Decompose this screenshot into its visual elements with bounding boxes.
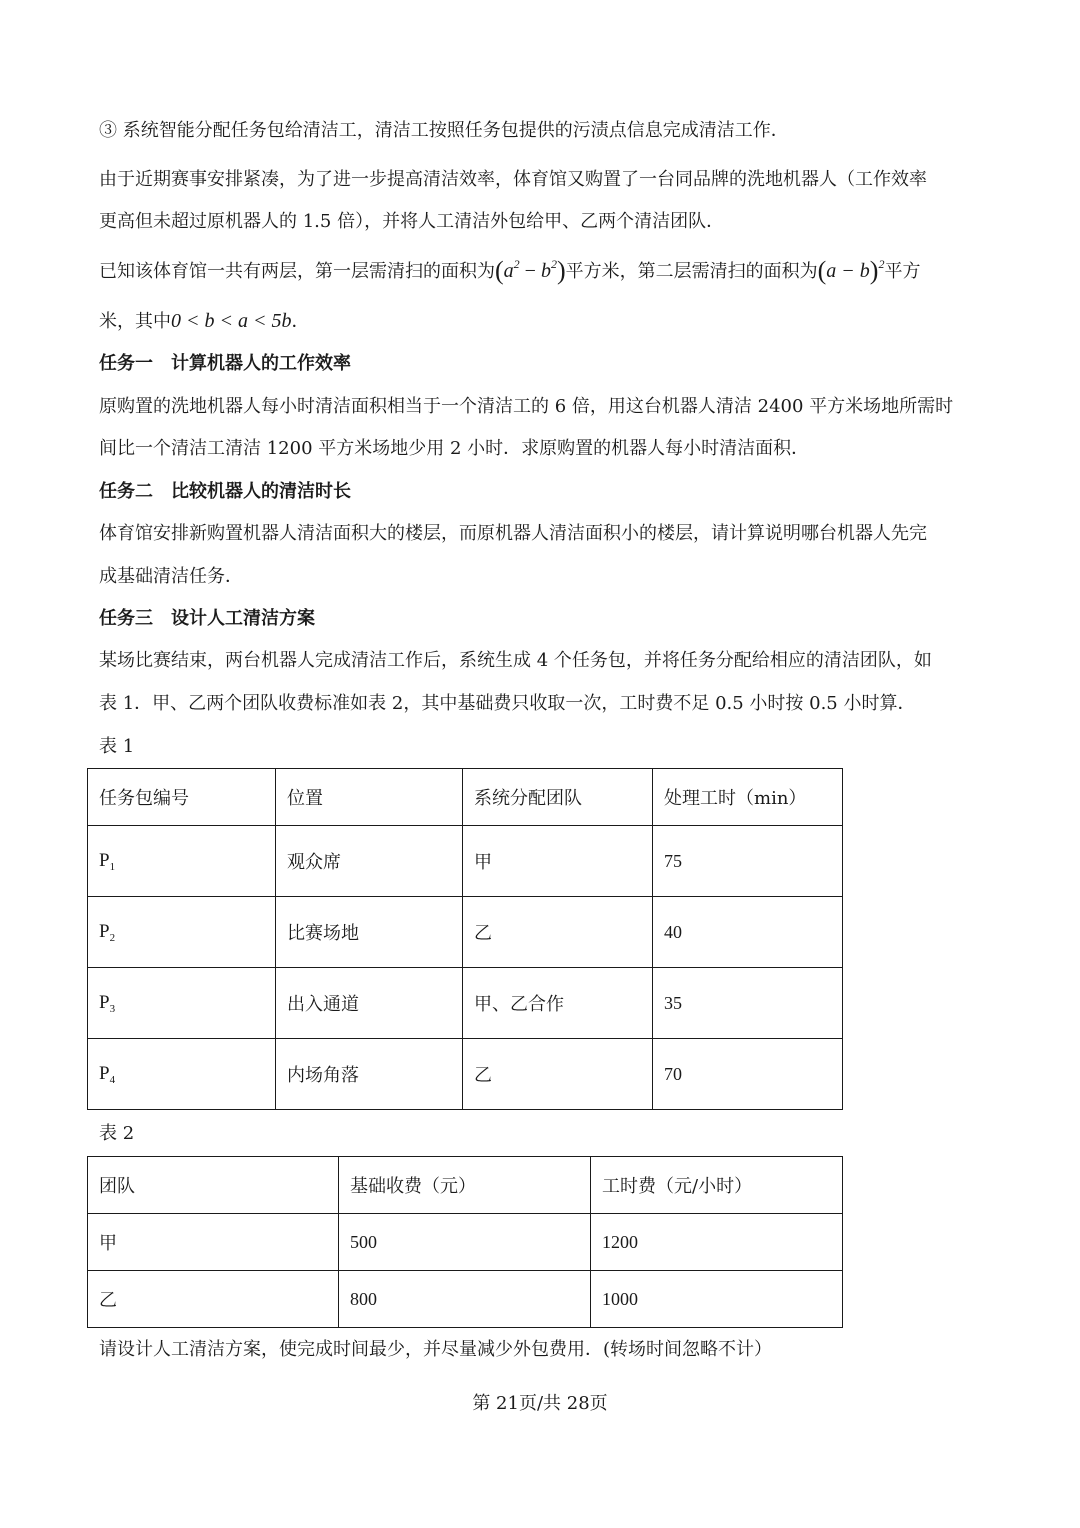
- table-cell-location: 观众席: [276, 826, 463, 897]
- package-letter: P: [99, 850, 110, 871]
- table-row: [88, 1214, 843, 1271]
- package-subscript: 4: [109, 1074, 116, 1086]
- math-area-floor1: $(a^2 - b^2)$: [495, 256, 566, 285]
- table-header-cell: 系统分配团队: [463, 769, 653, 826]
- table-cell-team: 甲: [463, 826, 653, 897]
- task1-text-line1: 原购置的洗地机器人每小时清洁面积相当于一个清洁工的 6 倍，用这台机器人清洁 2400 平方米场地所需时: [99, 396, 954, 417]
- table-header-cell: 基础收费（元）: [339, 1157, 591, 1214]
- paragraph-floor-areas-line2: [99, 309, 310, 334]
- table-cell-package-id: [88, 968, 276, 1039]
- table-header-cell: 团队: [88, 1157, 339, 1214]
- package-subscript: 3: [109, 1003, 116, 1015]
- paragraph-step-3: ③ 系统智能分配任务包给清洁工，清洁工按照任务包提供的污渍点信息完成清洁工作．: [99, 120, 789, 141]
- math-var-b: b: [540, 260, 551, 282]
- table-cell-hourly-fee: 1000: [591, 1271, 843, 1328]
- math-operator: −: [519, 260, 541, 282]
- task-package-table: [87, 768, 843, 1110]
- math-exponent: 2: [513, 257, 520, 271]
- table-cell-location: 内场角落: [276, 1039, 463, 1110]
- package-letter: P: [99, 992, 110, 1013]
- table-cell-team: 乙: [88, 1271, 339, 1328]
- task3-text-line1: 某场比赛结束，两台机器人完成清洁工作后，系统生成 4 个任务包，并将任务分配给相应的清洁团队，如: [99, 650, 932, 671]
- table-cell-minutes: 75: [653, 826, 843, 897]
- paragraph-robot-purchase-line1: 由于近期赛事安排紧凑，为了进一步提高清洁效率，体育馆又购置了一台同品牌的洗地机器人（工作效率: [99, 169, 927, 190]
- table-cell-location: 比赛场地: [276, 897, 463, 968]
- package-subscript: 1: [109, 861, 116, 873]
- math-exponent: 2: [878, 257, 885, 271]
- task1-text-line2: 间比一个清洁工清洁 1200 平方米场地少用 2 小时．求原购置的机器人每小时清洁面积．: [99, 438, 810, 459]
- table-header-cell: 任务包编号: [88, 769, 276, 826]
- text-span: 平方米，第二层需清扫的面积为: [565, 261, 818, 282]
- table2-caption: 表 2: [99, 1123, 135, 1144]
- paragraph-robot-purchase-line2: 更高但未超过原机器人的 1.5 倍），并将人工清洁外包给甲、乙两个清洁团队．: [99, 211, 725, 232]
- table-row: [88, 826, 843, 897]
- package-letter: P: [99, 921, 110, 942]
- table-cell-package-id: [88, 1039, 276, 1110]
- text-span: ．: [291, 311, 310, 332]
- table-cell-minutes: 35: [653, 968, 843, 1039]
- math-exponent: 2: [550, 257, 557, 271]
- math-area-floor2: $(a - b)^2$: [817, 256, 885, 285]
- task1-heading: 任务一 计算机器人的工作效率: [99, 353, 351, 374]
- math-var-a: a: [503, 260, 514, 282]
- table-cell-base-fee: 500: [339, 1214, 591, 1271]
- team-fee-table: [87, 1156, 843, 1328]
- table-header-row: [88, 769, 843, 826]
- table-cell-location: 出入通道: [276, 968, 463, 1039]
- final-instruction: 请设计人工清洁方案，使完成时间最少，并尽量减少外包费用．(转场时间忽略不计）: [99, 1339, 773, 1360]
- page-number-footer: 第 21页/共 28页: [472, 1393, 608, 1414]
- package-letter: P: [99, 1063, 110, 1084]
- table-cell-base-fee: 800: [339, 1271, 591, 1328]
- table-cell-minutes: 70: [653, 1039, 843, 1110]
- task2-text-line1: 体育馆安排新购置机器人清洁面积大的楼层，而原机器人清洁面积小的楼层，请计算说明哪台机器人先完: [99, 523, 927, 544]
- table-cell-team: 甲、乙合作: [463, 968, 653, 1039]
- package-subscript: 2: [109, 932, 116, 944]
- math-expression: a − b: [826, 260, 870, 282]
- table-cell-team: 甲: [88, 1214, 339, 1271]
- paragraph-floor-areas-line1: [99, 256, 921, 285]
- task3-text-line2: 表 1．甲、乙两个团队收费标准如表 2，其中基础费只收取一次，工时费不足 0.5 小时按 0.5 小时算．: [99, 693, 916, 714]
- math-inequality: 0 < b < a < 5b: [171, 310, 292, 332]
- table-row: [88, 968, 843, 1039]
- table-header-cell: 工时费（元/小时）: [591, 1157, 843, 1214]
- table-header-cell: 处理工时（min）: [653, 769, 843, 826]
- task3-heading: 任务三 设计人工清洁方案: [99, 608, 315, 629]
- table-cell-hourly-fee: 1200: [591, 1214, 843, 1271]
- table-row: [88, 1039, 843, 1110]
- table-cell-package-id: [88, 826, 276, 897]
- table-row: [88, 1271, 843, 1328]
- table-row: [88, 897, 843, 968]
- table-cell-minutes: 40: [653, 897, 843, 968]
- text-span: 米，其中: [99, 311, 171, 332]
- table-cell-package-id: [88, 897, 276, 968]
- table-header-cell: 位置: [276, 769, 463, 826]
- text-span: 已知该体育馆一共有两层，第一层需清扫的面积为: [99, 261, 495, 282]
- table-cell-team: 乙: [463, 1039, 653, 1110]
- task2-text-line2: 成基础清洁任务．: [99, 566, 243, 587]
- table1-caption: 表 1: [99, 736, 135, 757]
- table-cell-team: 乙: [463, 897, 653, 968]
- text-span: 平方: [884, 261, 921, 282]
- table-header-row: [88, 1157, 843, 1214]
- task2-heading: 任务二 比较机器人的清洁时长: [99, 481, 351, 502]
